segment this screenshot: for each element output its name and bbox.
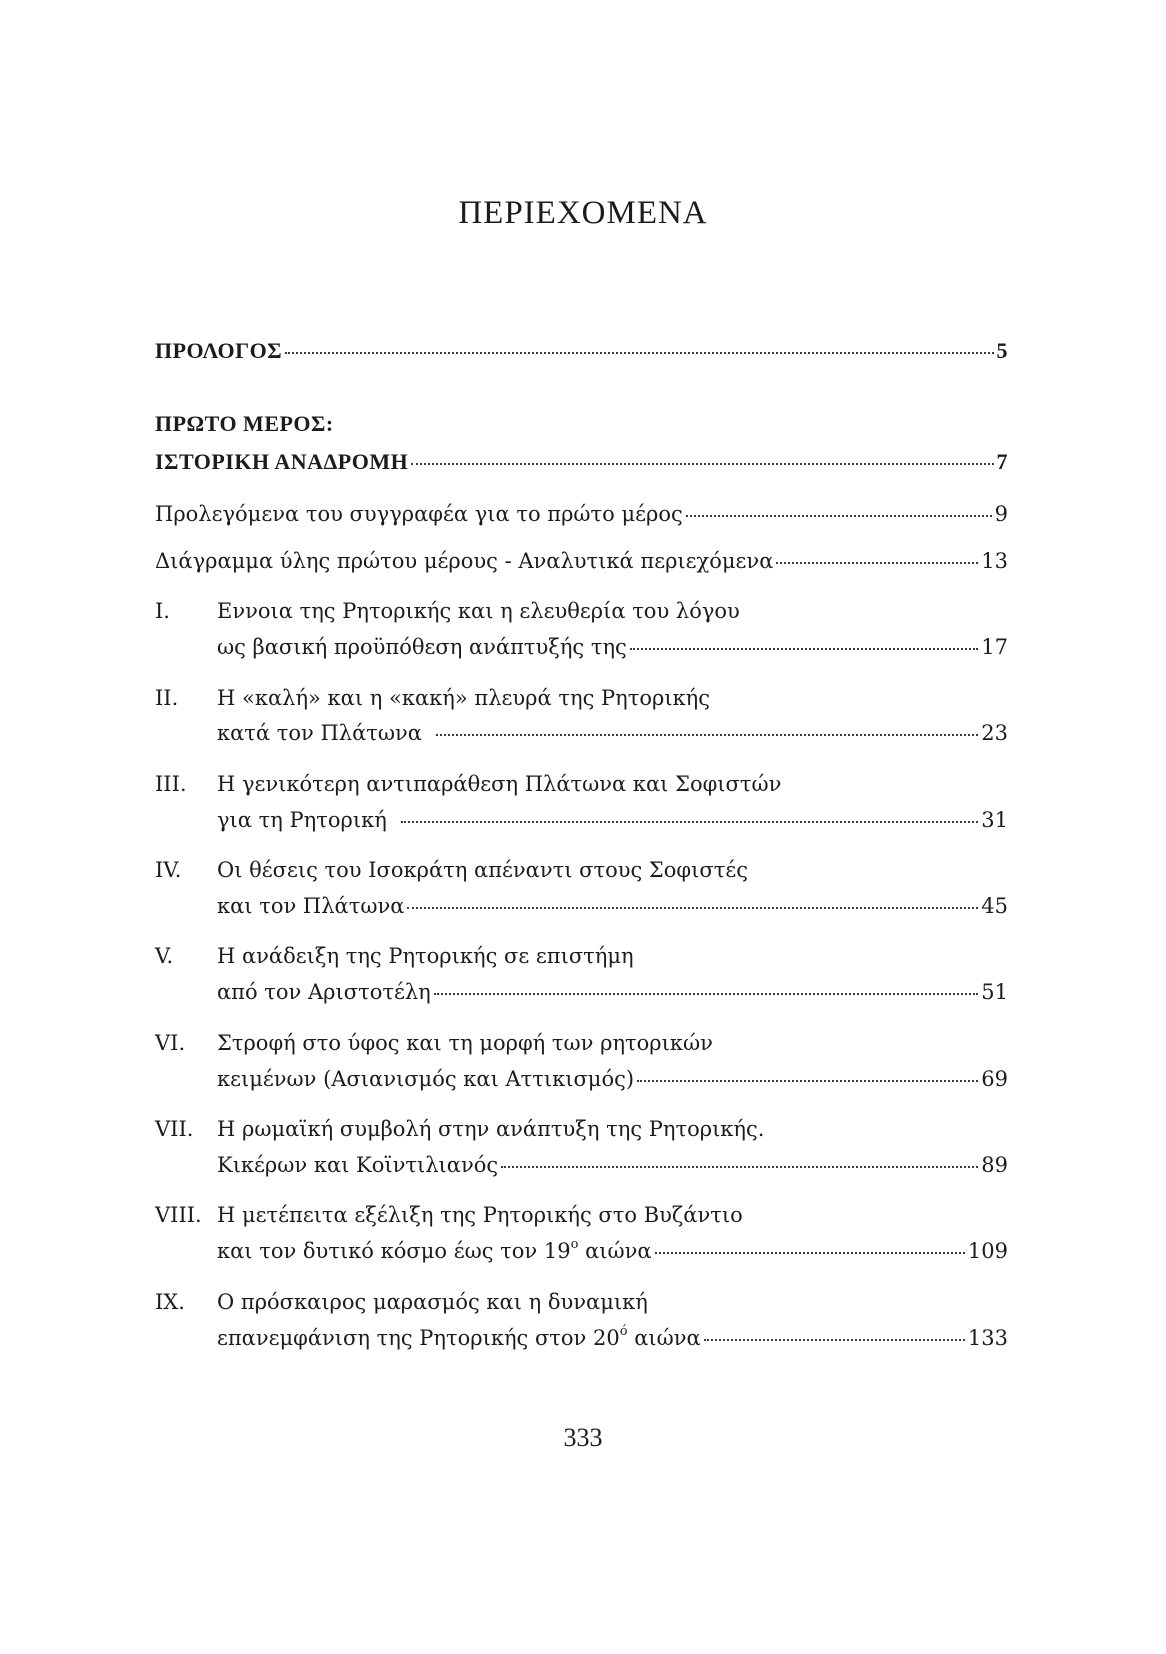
toc-page-number: 7: [996, 449, 1008, 474]
toc-page-number: 17: [981, 635, 1008, 659]
toc-page-number: 9: [994, 502, 1008, 526]
chapter-title-text: Η μετέπειτα εξέλιξη της Ρητορικής στο Βυζάντιο: [217, 1203, 743, 1227]
dot-leader: [630, 648, 978, 650]
chapter-title-line2: [217, 1324, 1008, 1352]
page-title: ΠΕΡΙΕΧΟΜΕΝΑ: [458, 195, 708, 231]
chapter-title-line2: [217, 892, 1008, 920]
part-heading-line1: [155, 410, 1008, 438]
toc-entry-syllabus-diagram[interactable]: [155, 547, 1008, 575]
dot-leader: [434, 993, 979, 995]
chapter-title-line2: [217, 806, 1008, 834]
toc-entry-prologue[interactable]: [155, 337, 1008, 365]
dot-leader: [655, 1252, 965, 1254]
chapter-title-text-main: επανεμφάνιση της Ρητορικής στον 20: [217, 1326, 620, 1350]
toc-page-number: 45: [981, 894, 1008, 918]
page-number: 333: [563, 1423, 603, 1452]
chapter-title-text: Η ρωμαϊκή συμβολή στην ανάπτυξη της Ρητορικής.: [217, 1117, 765, 1141]
chapter-title-line1: [217, 1115, 1008, 1143]
chapter-title-line1: [217, 684, 1008, 712]
chapter-number: VII.: [155, 1117, 194, 1141]
chapter-title-text: Η ανάδειξη της Ρητορικής σε επιστήμη: [217, 944, 634, 968]
toc-page-number: 69: [981, 1067, 1008, 1091]
toc-entry-prolegomena[interactable]: [155, 500, 1008, 528]
toc-page-number: 31: [981, 808, 1008, 832]
chapter-title-text: Οι θέσεις του Ισοκράτη απέναντι στους Σοφιστές: [217, 858, 748, 882]
toc-entry-label: Προλεγόμενα του συγγραφέα για το πρώτο μέρος: [155, 502, 683, 526]
chapter-title-text: κατά τον Πλάτωνα: [217, 721, 422, 745]
toc-entry-part-one[interactable]: [155, 448, 1008, 476]
ordinal-superscript: ό: [619, 1324, 628, 1339]
toc-page-number: 5: [996, 338, 1008, 363]
dot-leader: [704, 1339, 965, 1341]
chapter-title-text: ως βασική προϋπόθεση ανάπτυξής της: [217, 635, 627, 659]
toc-page-number: 51: [981, 980, 1008, 1004]
chapter-title-text: από τον Αριστοτέλη: [217, 980, 431, 1004]
chapter-title-text-tail: αιώνα: [578, 1239, 652, 1263]
chapter-number: II.: [155, 686, 179, 710]
dot-leader: [285, 352, 993, 354]
toc-page-number: 109: [967, 1239, 1008, 1263]
chapter-title-text: Ο πρόσκαιρος μαρασμός και η δυναμική: [217, 1290, 648, 1314]
chapter-number: VIII.: [155, 1203, 202, 1227]
chapter-title-text: Στροφή στο ύφος και τη μορφή των ρητορικών: [217, 1031, 713, 1055]
chapter-title-line2: [217, 633, 1008, 661]
chapter-title-text: Η «καλή» και η «κακή» πλευρά της Ρητορικής: [217, 686, 711, 710]
chapter-number: V.: [155, 944, 174, 968]
chapter-title-line1: [217, 1201, 1008, 1229]
chapter-number: I.: [155, 599, 170, 623]
chapter-title-text: Η γενικότερη αντιπαράθεση Πλάτωνα και Σοφιστών: [217, 772, 782, 796]
chapter-title-line2: [217, 1151, 1008, 1179]
chapter-title-text: κειμένων (Ασιανισμός και Αττικισμός): [217, 1067, 635, 1091]
dot-leader: [411, 463, 993, 465]
chapter-title-line2: [217, 1237, 1008, 1265]
chapter-title-text: [217, 1324, 701, 1352]
chapter-title-line1: [217, 597, 1008, 625]
chapter-title-text: και τον Πλάτωνα: [217, 894, 405, 918]
toc-entry-label: Διάγραμμα ύλης πρώτου μέρους - Αναλυτικά περιεχόμενα: [155, 549, 774, 573]
chapter-title-line1: [217, 770, 1008, 798]
chapter-title-line1: [217, 942, 1008, 970]
chapter-title-line2: [217, 719, 1008, 747]
toc-page-number: 89: [981, 1153, 1008, 1177]
part-heading-label: ΠΡΩΤΟ ΜΕΡΟΣ:: [155, 411, 334, 436]
toc-page-number: 23: [981, 721, 1008, 745]
chapter-number: VI.: [155, 1031, 186, 1055]
chapter-title-line1: [217, 1288, 1008, 1316]
dot-leader: [686, 515, 992, 517]
chapter-title-text-main: και τον δυτικό κόσμο έως τον 19: [217, 1239, 571, 1263]
dot-leader: [407, 907, 978, 909]
chapter-title-line1: [217, 1029, 1008, 1057]
chapter-title-text: Κικέρων και Κοϊντιλιανός: [217, 1153, 499, 1177]
dot-leader: [501, 1166, 978, 1168]
toc-entry-label: ΠΡΟΛΟΓΟΣ: [155, 338, 283, 363]
chapter-title-text-tail: αιώνα: [627, 1326, 701, 1350]
chapter-title-text: [217, 1237, 652, 1265]
dot-leader: [436, 734, 978, 736]
chapter-title-line2: [217, 978, 1008, 1006]
dot-leader: [637, 1080, 978, 1082]
chapter-title-text: για τη Ρητορική: [217, 808, 387, 832]
chapter-title-line1: [217, 856, 1008, 884]
chapter-title-line2: [217, 1065, 1008, 1093]
chapter-title-text: Εννοια της Ρητορικής και η ελευθερία του λόγου: [217, 599, 740, 623]
toc-entry-label: ΙΣΤΟΡΙΚΗ ΑΝΑΔΡΟΜΗ: [155, 449, 409, 474]
chapter-number: IX.: [155, 1290, 185, 1314]
chapter-number: III.: [155, 772, 187, 796]
chapter-number: IV.: [155, 858, 182, 882]
dot-leader: [401, 821, 978, 823]
toc-page-number: 133: [967, 1326, 1008, 1350]
dot-leader: [776, 562, 978, 564]
ordinal-superscript: ο: [570, 1237, 579, 1252]
toc-page-number: 13: [981, 549, 1008, 573]
